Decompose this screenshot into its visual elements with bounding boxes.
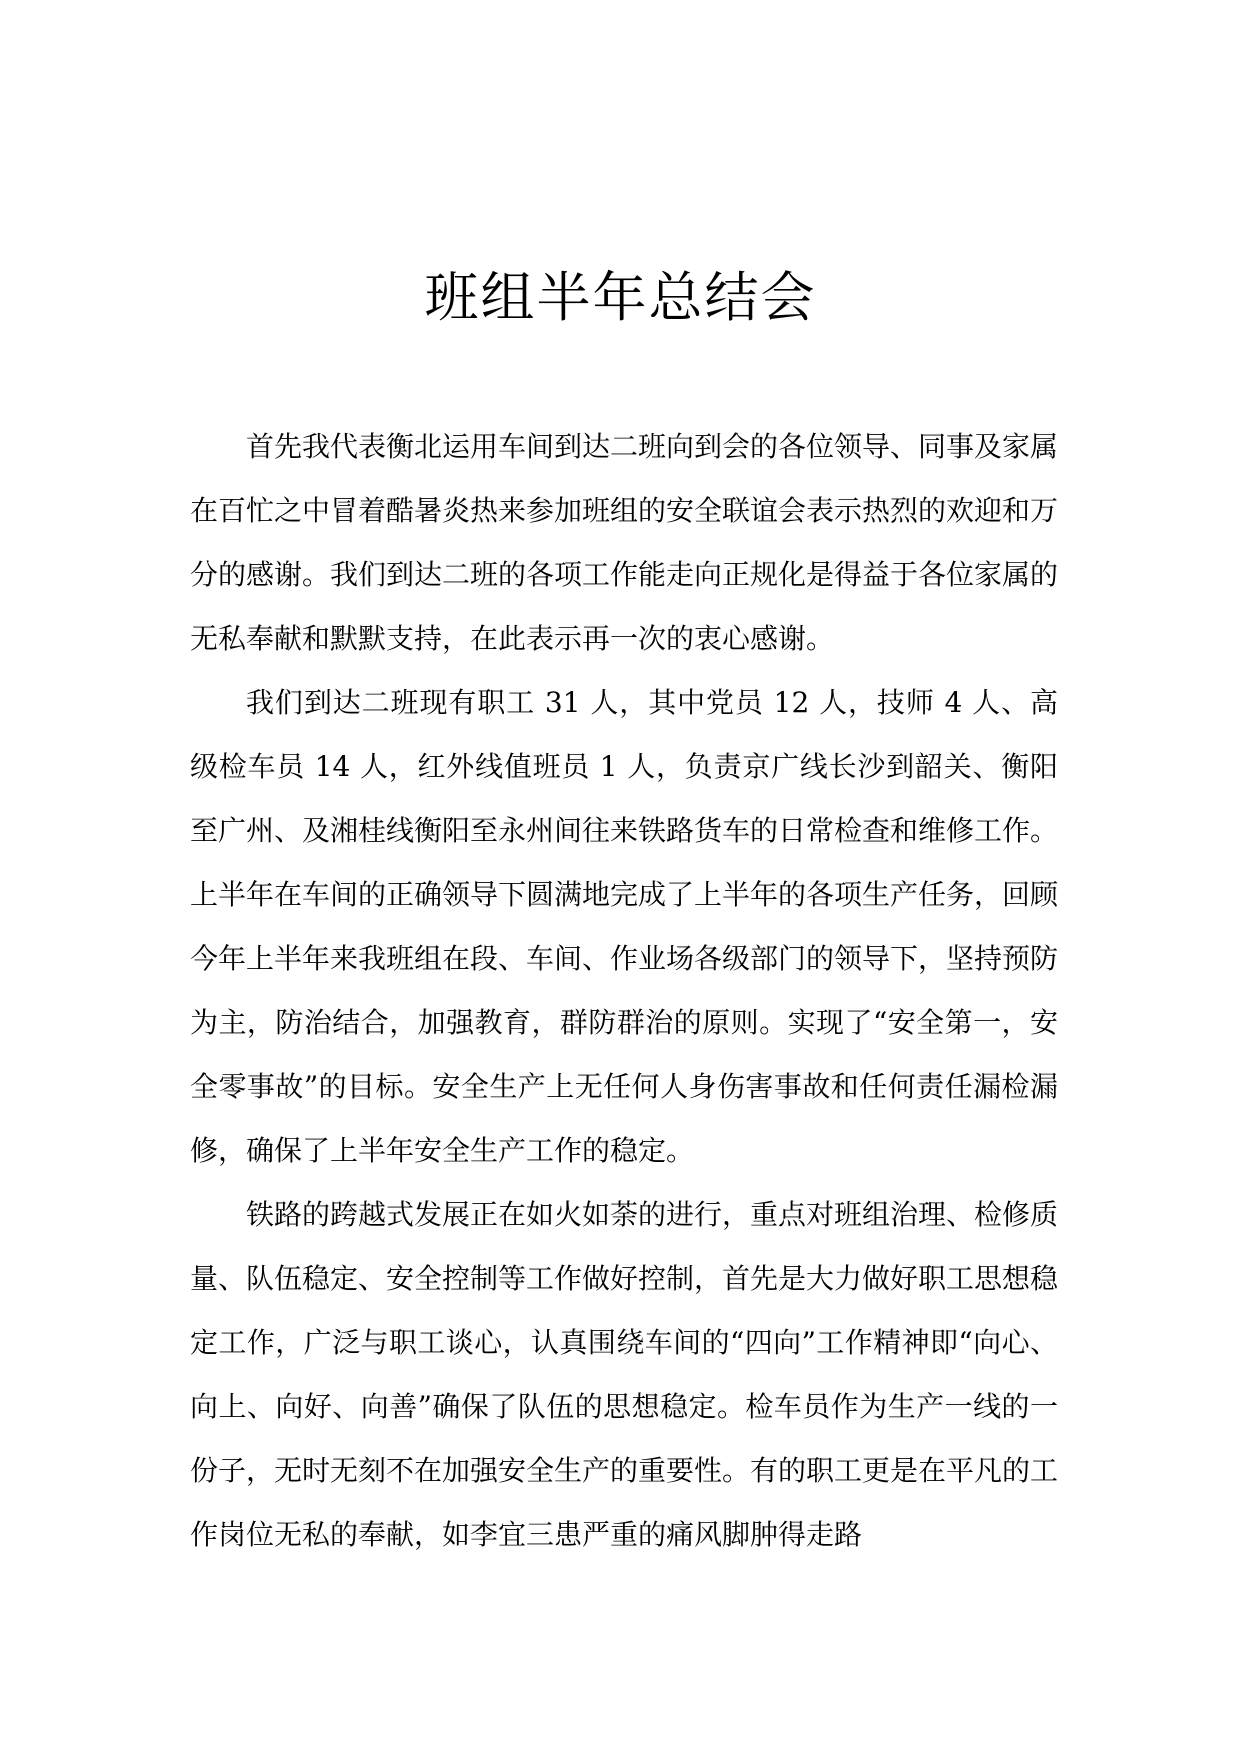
paragraph-welcome: 首先我代表衡北运用车间到达二班向到会的各位领导、同事及家属在百忙之中冒着酷暑炎热来参加班组的安全联谊会表示热烈的欢迎和万分的感谢。我们到达二班的各项工作能走向正规化是得益于各位家属的无私奉献和默默支持，在此表示再一次的衷心感谢。 xyxy=(190,430,1059,655)
paragraph-team-overview: 我们到达二班现有职工 31 人，其中党员 12 人，技师 4 人、高级检车员 14 人，红外线值班员 1 人，负责京广线长沙到韶关、衡阳至广州、及湘桂线衡阳至永州间往来铁路货车的日常检查和维修工作。上半年在车间的正确领导下圆满地完成了上半年的各项生产任务，回顾今年上半年来我班组在段、车间、作业场各级部门的领导下，坚持预防为主，防治结合，加强教育，群防群治的原则。实现了“安全第一，安全零事故”的目标。安全生产上无任何人身伤害事故和任何责任漏检漏修，确保了上半年安全生产工作的稳定。 xyxy=(190,686,1059,1167)
document-body xyxy=(190,415,1058,1567)
document-title: 班组半年总结会 xyxy=(424,266,817,329)
paragraph-development: 铁路的跨越式发展正在如火如荼的进行，重点对班组治理、检修质量、队伍稳定、安全控制等工作做好控制，首先是大力做好职工思想稳定工作，广泛与职工谈心，认真围绕车间的“四向”工作精神即“向心、向上、向好、向善”确保了队伍的思想稳定。检车员作为生产一线的一份子，无时无刻不在加强安全生产的重要性。有的职工更是在平凡的工作岗位无私的奉献，如李宜三患严重的痛风脚肿得走路 xyxy=(190,1198,1059,1551)
